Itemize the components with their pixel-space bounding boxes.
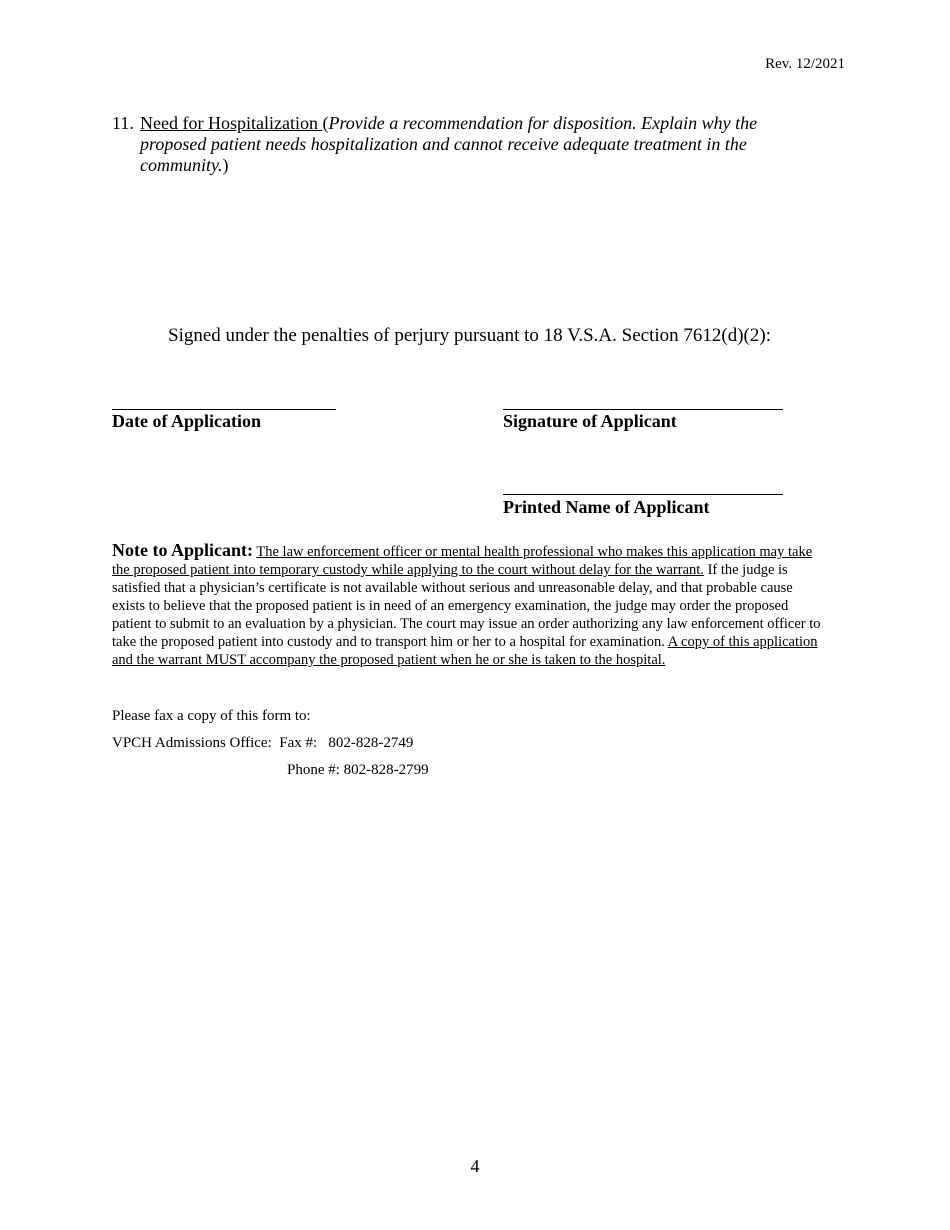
- applicant-signature-line[interactable]: [503, 409, 783, 410]
- section-instruction: Provide a recommendation for disposition. Explain why the proposed patient needs hospitalization and cannot receive adequate treatment in the community.: [140, 113, 758, 175]
- section-title: Need for Hospitalization: [140, 113, 323, 133]
- revision-date: Rev. 12/2021: [765, 56, 845, 72]
- note-accompany-text: A copy of this application and the warrant MUST accompany the proposed patient when he or she is taken to the hospital.: [112, 634, 818, 668]
- section-number: 11.: [112, 113, 134, 133]
- printed-name-label: Printed Name of Applicant: [503, 497, 710, 517]
- note-body-text: If the judge is satisfied that a physician’s certificate is not available without serious and unreasonable delay, and that probable cause exists to believe that the proposed patient is in need of an emergency examination, the judge may order the proposed patient to submit to an evaluation by a physician. The court may issue an order authorizing any law enforcement officer to take the proposed patient into custody and to transport him or her to a hospital for examination.: [112, 562, 821, 650]
- signature-label: Signature of Applicant: [503, 411, 677, 431]
- office-fax-line: VPCH Admissions Office: Fax #: 802-828-2749: [112, 735, 414, 751]
- note-heading: Note to Applicant:: [112, 540, 253, 560]
- section-11-body: [140, 113, 812, 176]
- office-phone-line: Phone #: 802-828-2799: [287, 762, 429, 778]
- perjury-attestation: Signed under the penalties of perjury pursuant to 18 V.S.A. Section 7612(d)(2):: [168, 325, 771, 346]
- page-number: 4: [470, 1156, 480, 1176]
- date-signature-line[interactable]: [112, 409, 336, 410]
- date-label: Date of Application: [112, 411, 262, 431]
- close-paren: ): [222, 155, 229, 175]
- note-custody-text: The law enforcement officer or mental health professional who makes this application may take the proposed patient into temporary custody while applying to the court without delay for the warrant.: [112, 544, 813, 578]
- note-to-applicant: [112, 541, 825, 669]
- fax-instruction: Please fax a copy of this form to:: [112, 708, 311, 724]
- printed-name-line[interactable]: [503, 494, 783, 495]
- section-11: [112, 113, 812, 176]
- open-paren: (: [322, 113, 329, 133]
